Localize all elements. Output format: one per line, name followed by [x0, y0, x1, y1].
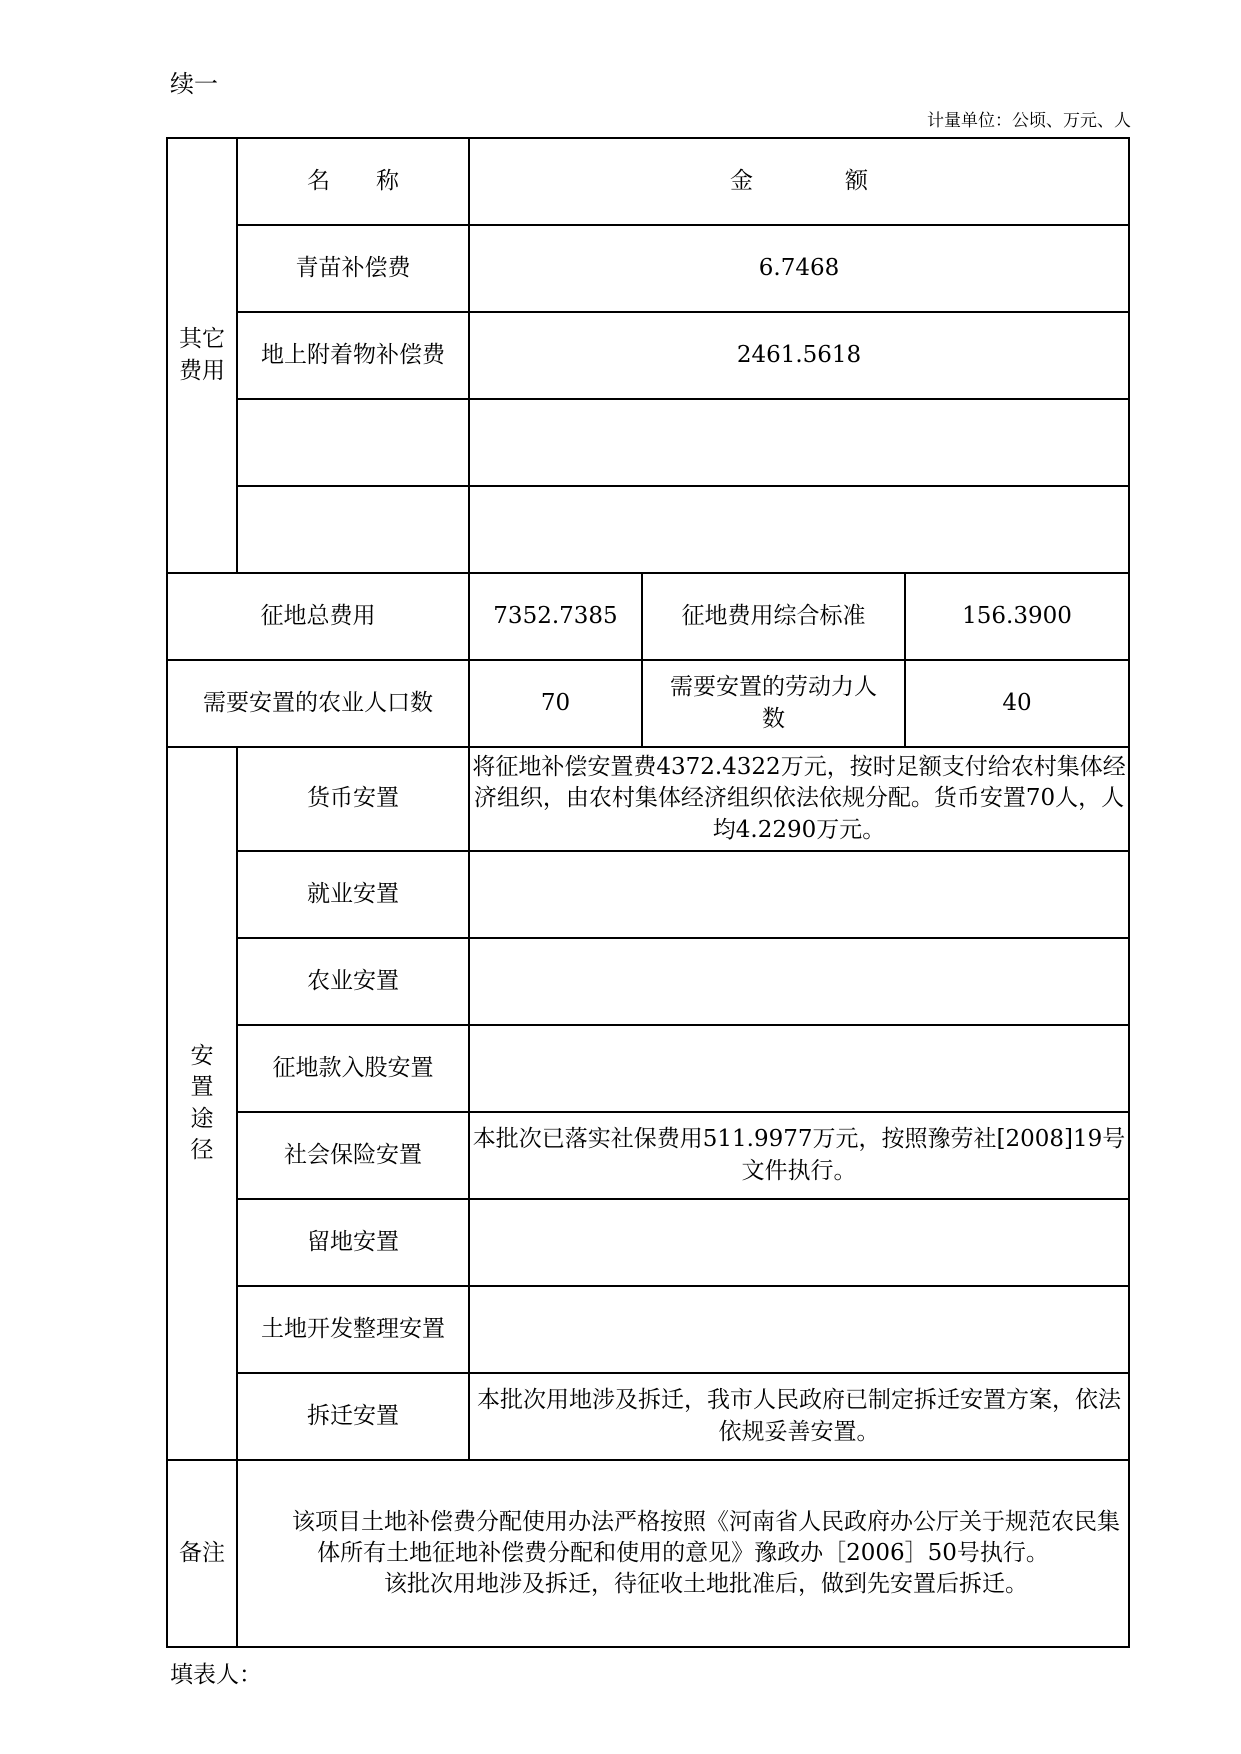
table-row	[167, 225, 1129, 312]
fee-amount: 2461.5618	[469, 312, 1129, 399]
resettlement-group-label: 安置途径	[167, 747, 237, 1460]
resettlement-name: 征地款入股安置	[237, 1025, 469, 1112]
total-fee-label: 征地总费用	[167, 573, 469, 660]
resettlement-name: 土地开发整理安置	[237, 1286, 469, 1373]
continuation-label: 续一	[170, 70, 218, 98]
resettlement-detail	[469, 938, 1129, 1025]
standard-label: 征地费用综合标准	[642, 573, 905, 660]
resettlement-detail: 本批次已落实社保费用511.9977万元，按照豫劳社[2008]19号文件执行。	[469, 1112, 1129, 1199]
resettlement-detail	[469, 1199, 1129, 1286]
table-row	[167, 486, 1129, 573]
amount-header: 金 额	[469, 138, 1129, 225]
resettlement-name: 留地安置	[237, 1199, 469, 1286]
fee-name: 青苗补偿费	[237, 225, 469, 312]
labor-value: 40	[905, 660, 1129, 747]
unit-note: 计量单位：公顷、万元、人	[927, 111, 1131, 131]
resettlement-detail	[469, 1286, 1129, 1373]
table-row	[167, 747, 1129, 851]
fee-name	[237, 399, 469, 486]
table-row	[167, 1199, 1129, 1286]
table-row	[167, 573, 1129, 660]
resettlement-detail	[469, 851, 1129, 938]
resettlement-name: 农业安置	[237, 938, 469, 1025]
resettlement-detail: 本批次用地涉及拆迁，我市人民政府已制定拆迁安置方案，依法依规妥善安置。	[469, 1373, 1129, 1460]
resettlement-name: 拆迁安置	[237, 1373, 469, 1460]
table-row	[167, 399, 1129, 486]
resettlement-detail: 将征地补偿安置费4372.4322万元，按时足额支付给农村集体经济组织，由农村集体经济组织依法依规分配。货币安置70人，人均4.2290万元。	[469, 747, 1129, 851]
table-row	[167, 938, 1129, 1025]
resettlement-name: 就业安置	[237, 851, 469, 938]
remarks-label: 备注	[167, 1460, 237, 1647]
resettlement-detail	[469, 1025, 1129, 1112]
resettlement-name: 货币安置	[237, 747, 469, 851]
fee-name	[237, 486, 469, 573]
farm-population-label: 需要安置的农业人口数	[167, 660, 469, 747]
remarks-content	[237, 1460, 1129, 1647]
total-fee-value: 7352.7385	[469, 573, 642, 660]
fee-amount: 6.7468	[469, 225, 1129, 312]
fee-name: 地上附着物补偿费	[237, 312, 469, 399]
fee-amount	[469, 399, 1129, 486]
remarks-paragraph: 该项目土地补偿费分配使用办法严格按照《河南省人民政府办公厅关于规范农民集体所有土地征地补偿费分配和使用的意见》豫政办［2006］50号执行。	[292, 1508, 1121, 1566]
labor-label: 需要安置的劳动力人数	[642, 660, 905, 747]
table-row	[167, 851, 1129, 938]
compensation-table	[166, 137, 1130, 1648]
table-row	[167, 1286, 1129, 1373]
fee-amount	[469, 486, 1129, 573]
table-row	[167, 1460, 1129, 1647]
remarks-paragraph: 该批次用地涉及拆迁，待征收土地批准后，做到先安置后拆迁。	[384, 1571, 1029, 1598]
table-row	[167, 138, 1129, 225]
filler-label: 填表人：	[170, 1662, 262, 1688]
table-row	[167, 660, 1129, 747]
resettlement-name: 社会保险安置	[237, 1112, 469, 1199]
farm-population-value: 70	[469, 660, 642, 747]
table-row	[167, 1373, 1129, 1460]
name-header: 名 称	[237, 138, 469, 225]
table-row	[167, 1112, 1129, 1199]
other-fees-group-label: 其它费用	[167, 138, 237, 573]
table-row	[167, 1025, 1129, 1112]
standard-value: 156.3900	[905, 573, 1129, 660]
table-row	[167, 312, 1129, 399]
